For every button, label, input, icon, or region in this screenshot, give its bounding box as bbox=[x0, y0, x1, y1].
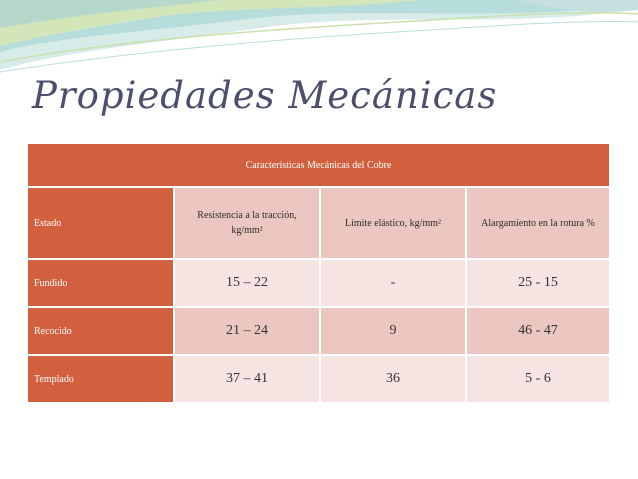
cell-limite: 36 bbox=[320, 355, 466, 402]
cell-traccion: 21 – 24 bbox=[174, 307, 320, 355]
header-estado: Estado bbox=[28, 187, 174, 259]
cell-limite: 9 bbox=[320, 307, 466, 355]
table-caption: Características Mecánicas del Cobre bbox=[28, 144, 609, 187]
header-resistencia-traccion bbox=[174, 187, 320, 259]
cell-limite: - bbox=[320, 259, 466, 307]
cell-traccion: 37 – 41 bbox=[174, 355, 320, 402]
decorative-wave-banner bbox=[0, 0, 638, 80]
table-row bbox=[28, 259, 609, 307]
row-state: Fundido bbox=[28, 259, 174, 307]
cell-traccion: 15 – 22 bbox=[174, 259, 320, 307]
cell-alargamiento: 46 - 47 bbox=[466, 307, 609, 355]
table-header-row bbox=[28, 187, 609, 259]
row-state: Recocido bbox=[28, 307, 174, 355]
cell-alargamiento: 25 - 15 bbox=[466, 259, 609, 307]
table-row bbox=[28, 355, 609, 402]
cell-alargamiento: 5 - 6 bbox=[466, 355, 609, 402]
header-resistencia-line2: kg/mm² bbox=[231, 225, 263, 236]
table-row bbox=[28, 307, 609, 355]
table-caption-row bbox=[28, 144, 609, 187]
page-title: Propiedades Mecánicas bbox=[32, 74, 498, 117]
header-alargamiento: Alargamiento en la rotura % bbox=[466, 187, 609, 259]
row-state: Templado bbox=[28, 355, 174, 402]
header-limite-elastico: Límite elástico, kg/mm² bbox=[320, 187, 466, 259]
copper-properties-table bbox=[28, 144, 609, 402]
header-resistencia-line1: Resistencia a la tracción, bbox=[197, 210, 297, 221]
